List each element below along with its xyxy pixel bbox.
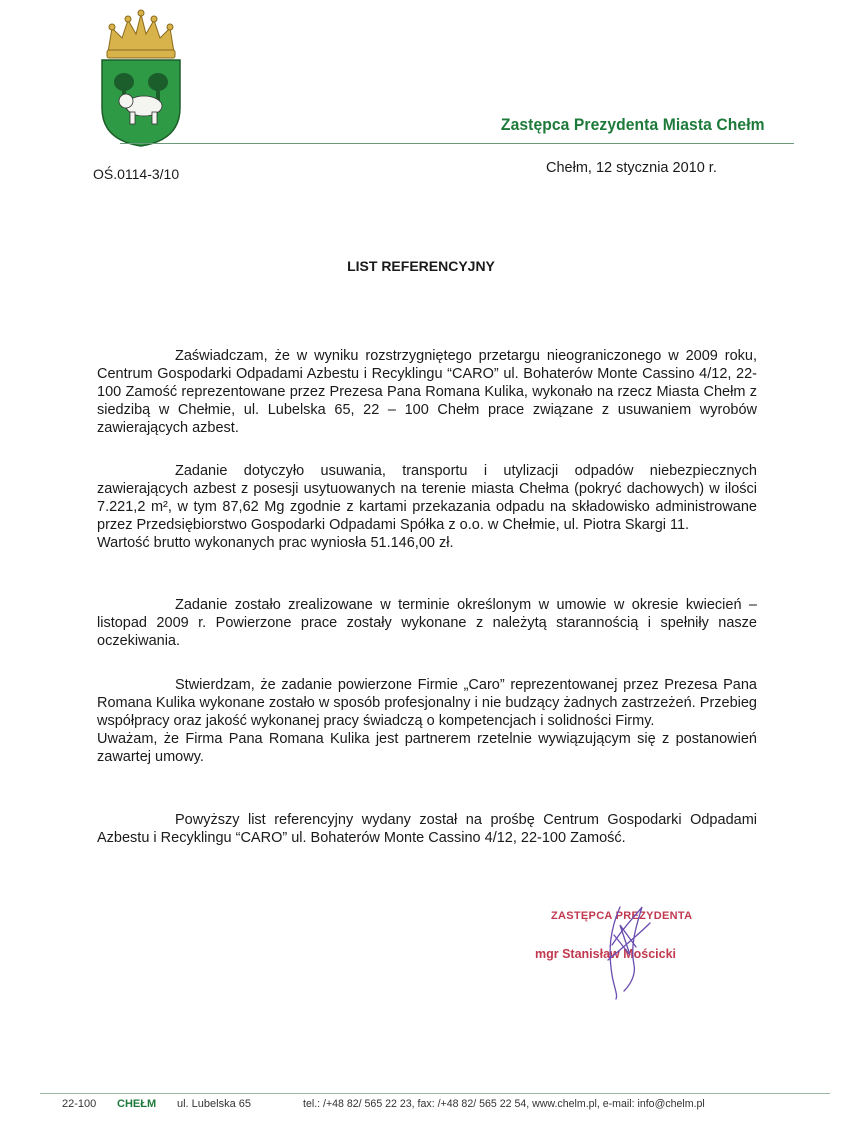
gross-value-line: Wartość brutto wykonanych prac wyniosła 51.146,00 zł.	[97, 535, 454, 551]
paragraph-text: Zadanie zostało zrealizowane w terminie określonym w umowie w okresie kwiecień – listopad 2009 r. Powierzone prace zostały wykonane z należytą starannością i spełniły nasze oczekiwania.	[97, 597, 757, 649]
city-crest-logo	[100, 8, 182, 148]
paragraph-2	[97, 462, 757, 552]
paragraph-text: Powyższy list referencyjny wydany został na prośbę Centrum Gospodarki Odpadami Azbestu i Recyklingu “CARO” ul. Bohaterów Monte Cassino 4/12, 22-100 Zamość.	[97, 812, 757, 846]
paragraph-text: Zaświadczam, że w wyniku rozstrzygniętego przetargu nieograniczonego w 2009 roku, Centrum Gospodarki Odpadami Azbestu i Recyklingu “CARO” ul. Bohaterów Monte Cassino 4/12, 22-100 Zamość reprezentowane przez Prezesa Pana Romana Kulika, wykonało na rzecz Miasta Chełm z siedzibą w Chełmie, ul. Lubelska 65, 22 – 100 Chełm prace związane z usuwaniem wyrobów zawierających azbest.	[97, 348, 757, 436]
reference-number: OŚ.0114-3/10	[93, 166, 180, 182]
signature-stamp	[520, 905, 720, 1005]
place-date: Chełm, 12 stycznia 2010 r.	[546, 160, 717, 176]
paragraph-text: Uważam, że Firma Pana Romana Kulika jest partnerem rzetelnie wywiązującym się z postanowień zawartej umowy.	[97, 731, 757, 765]
stamp-title: ZASTĘPCA PREZYDENTA	[551, 910, 693, 922]
paragraph-4	[97, 676, 757, 766]
footer-street: ul. Lubelska 65	[177, 1098, 251, 1110]
paragraph-1	[97, 347, 757, 437]
footer-contact: tel.: /+48 82/ 565 22 23, fax: /+48 82/ 565 22 54, www.chelm.pl, e-mail: info@chelm.pl	[303, 1098, 705, 1110]
stamp-name: mgr Stanisław Mościcki	[535, 947, 677, 961]
handwritten-signature	[590, 905, 660, 1000]
footer-city: CHEŁM	[117, 1098, 157, 1110]
footer-zip: 22-100	[62, 1098, 97, 1110]
paragraph-3	[97, 596, 757, 650]
office-title: Zastępca Prezydenta Miasta Chełm	[501, 115, 765, 134]
footer-divider	[40, 1093, 830, 1094]
paragraph-5	[97, 811, 757, 847]
paragraph-text: Stwierdzam, że zadanie powierzone Firmie „Caro” reprezentowanej przez Prezesa Pana Romana Kulika wykonane zostało w sposób profesjonalny i nie budzący żadnych zastrzeżeń. Przebieg współpracy oraz jakość wykonanej pracy świadczą o kompetencjach i solidności Firmy.	[97, 677, 757, 729]
paragraph-text: Zadanie dotyczyło usuwania, transportu i utylizacji odpadów niebezpiecznych zawierających azbest z posesji usytuowanych na terenie miasta Chełma (pokryć dachowych) w ilości 7.221,2 m², w tym 87,62 Mg zgodnie z kartami przekazania odpadu na składowisko administrowane przez Przedsiębiorstwo Gospodarki Odpadami Spółka z o.o. w Chełmie, ul. Piotra Skargi 11.	[97, 463, 757, 533]
crown-icon	[107, 10, 175, 58]
document-title: LIST REFERENCYJNY	[347, 258, 495, 274]
header-divider	[120, 143, 794, 144]
